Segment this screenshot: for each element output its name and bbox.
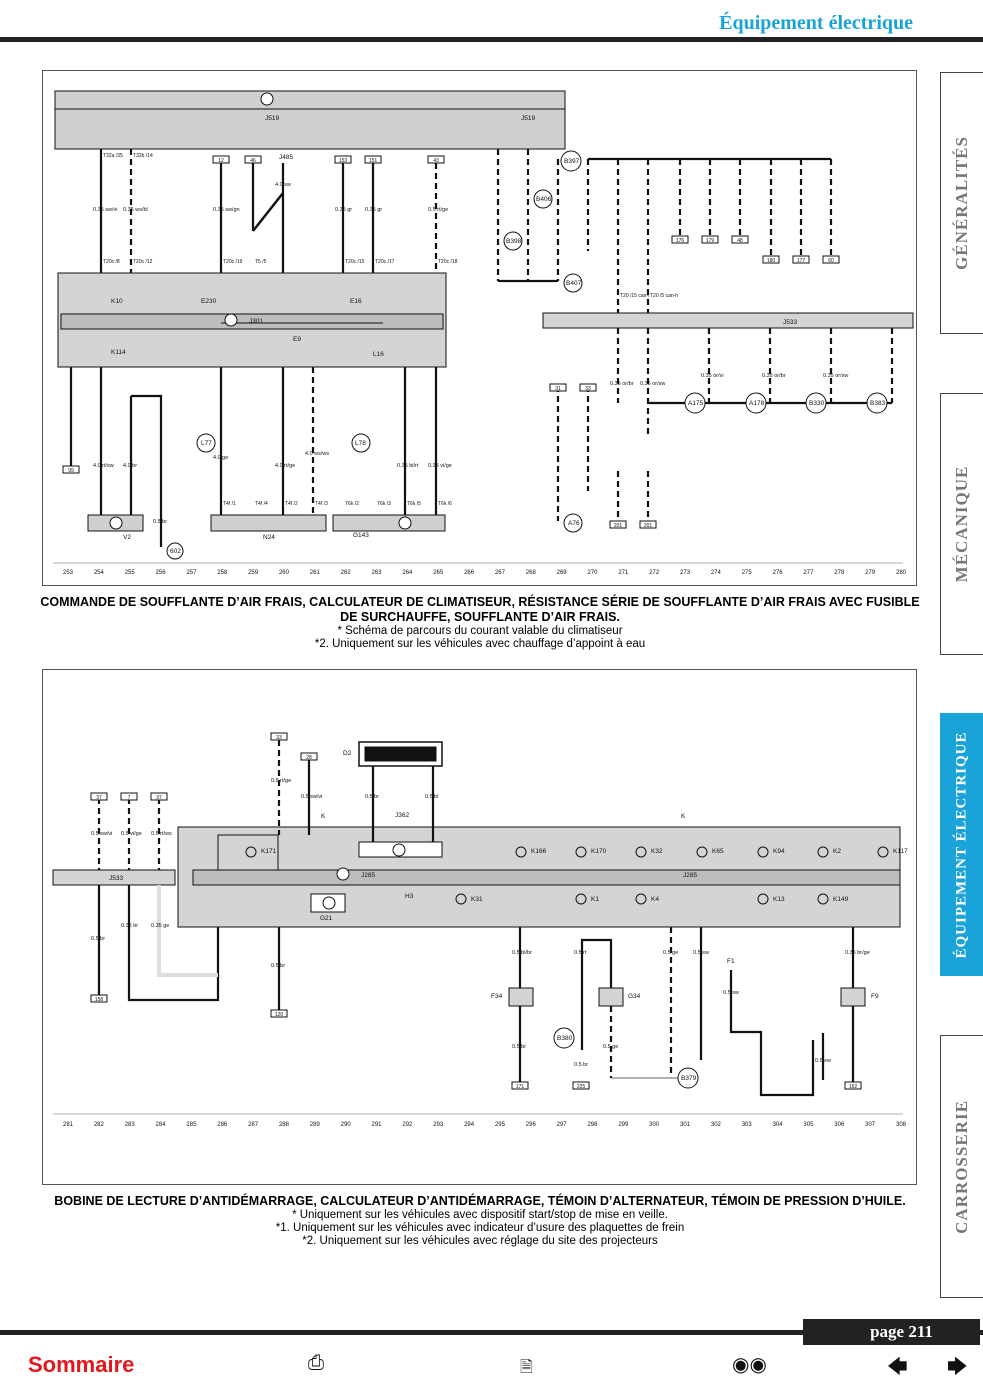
scale-number: 304 <box>772 1122 783 1128</box>
scale-number: 289 <box>309 1122 320 1128</box>
sensor-g143 <box>333 515 445 531</box>
label-b407: B407 <box>566 280 582 287</box>
scale-number: 257 <box>186 570 197 576</box>
wire-label: 4.0 rt/sw <box>93 463 114 469</box>
label-l16: L16 <box>373 351 384 358</box>
scale-number: 272 <box>649 570 660 576</box>
label-g21: G21 <box>320 915 333 922</box>
label-k2lbl: K <box>681 813 686 820</box>
label-g143: G143 <box>353 532 369 539</box>
scale-number: 297 <box>556 1122 567 1128</box>
scale-number: 282 <box>93 1122 104 1128</box>
tab-carrosserie-label: CARROSSERIE <box>952 1099 971 1234</box>
label-b397: B397 <box>564 158 580 165</box>
label-j285b: J285 <box>683 872 698 879</box>
label-k65: K65 <box>712 848 724 855</box>
wire-label: 0.5 rt/ge <box>428 207 449 213</box>
scale-number: 294 <box>464 1122 475 1128</box>
wire-label: 0.5 br <box>574 1062 589 1068</box>
wire-label: 0.35 sw/vi <box>93 207 118 213</box>
ref-label: 33 <box>585 386 591 392</box>
ref-label: 43 <box>433 158 439 164</box>
connector-label: T4f /4 <box>255 501 268 507</box>
label-k4: K4 <box>651 896 659 903</box>
connector-label: T20c /15 <box>345 259 365 265</box>
wire-label: 0.5 br <box>153 519 168 525</box>
diagram-1-title: COMMANDE DE SOUFFLANTE D’AIR FRAIS, CALCULATEUR DE CLIMATISEUR, RÉSISTANCE SÉRIE DE SOUFFLANTE D’AIR FRAIS AVEC FUSIBLE DE SURCHAUFFE, SOUFFLANTE D’AIR FRAIS. <box>40 595 920 624</box>
wire-label: 0.5 rt/ge <box>271 778 292 784</box>
scale-numbers-1 <box>63 570 907 576</box>
scale-number: 276 <box>772 570 783 576</box>
wire-label: 0.5 bl/br <box>512 950 532 956</box>
scale-numbers-2 <box>63 1122 907 1128</box>
wire-label: 0.35 or/sw <box>640 381 666 387</box>
label-d2: D2 <box>343 750 352 757</box>
scale-number: 308 <box>895 1122 907 1128</box>
label-v2: V2 <box>123 534 131 541</box>
scale-number: 280 <box>895 570 907 576</box>
wire-label: 0.5 br <box>512 1044 527 1050</box>
ref-label: 151 <box>368 158 378 164</box>
scale-number: 293 <box>433 1122 444 1128</box>
scale-number: 274 <box>710 570 721 576</box>
wire-label: 0.5 sw/vi <box>91 831 113 837</box>
connector-label: T32b /14 <box>133 153 153 159</box>
wire-label: 0.35 vi/ge <box>428 463 452 469</box>
scale-number: 296 <box>525 1122 536 1128</box>
wire-label: 4.0 ge <box>213 455 229 461</box>
scale-number: 291 <box>371 1122 382 1128</box>
scale-number: 259 <box>248 570 259 576</box>
connector-label: T20c /12 <box>133 259 153 265</box>
diagram-1-note-1: * Schéma de parcours du courant valable du climatiseur <box>337 625 623 637</box>
diagram-2-note-2: *1. Uniquement sur les véhicules avec indicateur d’usure des plaquettes de frein <box>275 1222 685 1234</box>
scale-number: 285 <box>186 1122 197 1128</box>
ref-label: 158 <box>94 997 104 1003</box>
wire-label: 0.5 rt/ws <box>151 831 172 837</box>
label-k117: K117 <box>893 848 908 855</box>
scale-number: 263 <box>371 570 382 576</box>
tab-equipement-electrique[interactable] <box>940 713 983 976</box>
scale-number: 275 <box>741 570 752 576</box>
tab-equipement-electrique-label: ÉQUIPEMENT ÉLECTRIQUE <box>953 730 970 959</box>
ref-label: 48 <box>737 238 743 244</box>
label-e230: E230 <box>201 298 217 305</box>
scale-number: 269 <box>556 570 567 576</box>
scale-number: 281 <box>62 1122 74 1128</box>
label-k170: K170 <box>591 848 607 855</box>
wire-label: 0.5 br <box>91 936 106 942</box>
ref-label: 12 <box>218 158 224 164</box>
scale-number: 288 <box>278 1122 289 1128</box>
section-title: Équipement électrique <box>719 12 913 34</box>
wire-label: 0.5 sw <box>815 1058 831 1064</box>
label-b379: B379 <box>681 1075 697 1082</box>
ref-label: 177 <box>796 258 806 264</box>
label-k149: K149 <box>833 896 849 903</box>
scale-number: 266 <box>464 570 475 576</box>
wire-label: 0.5 rt <box>574 950 587 956</box>
connector-label: T4f /3 <box>315 501 328 507</box>
label-f9: F9 <box>871 993 879 1000</box>
wire-label: 0.35 ws/bl <box>123 207 148 213</box>
diagram-1-note-2: *2. Uniquement sur les véhicules avec chauffage d’appoint à eau <box>314 638 646 650</box>
label-k32: K32 <box>651 848 663 855</box>
scale-number: 268 <box>525 570 536 576</box>
wire-label: 0.5 br <box>271 963 286 969</box>
wire-label: 0.35 or/vi <box>701 373 724 379</box>
wire-label: 0.35 or/sw <box>823 373 849 379</box>
label-b398: B398 <box>506 238 522 245</box>
tab-carrosserie[interactable] <box>940 1035 983 1298</box>
connector-label: T4f /1 <box>223 501 236 507</box>
wire-label: 0.5 br <box>365 794 380 800</box>
switch-f9 <box>841 988 865 1006</box>
connector-label: T20c /8 <box>103 259 120 265</box>
wire-label: 0.35 or/br <box>762 373 786 379</box>
label-k166: K166 <box>531 848 547 855</box>
wire-label: 0.35 or/br <box>610 381 634 387</box>
scale-number: 300 <box>649 1122 660 1128</box>
scale-number: 279 <box>865 570 876 576</box>
scale-number: 287 <box>248 1122 259 1128</box>
ref-label: 7 <box>127 795 131 801</box>
scale-number: 305 <box>803 1122 814 1128</box>
control-unit-j519 <box>55 91 565 149</box>
connector-label: T5 /5 <box>255 259 267 265</box>
diagram-2-note-1: * Uniquement sur les véhicules avec dispositif start/stop de mise en veille. <box>292 1209 668 1221</box>
label-e9: E9 <box>293 336 301 343</box>
label-g34: G34 <box>628 993 641 1000</box>
connector-label: T20c /18 <box>438 259 458 265</box>
connector-label: T20c /17 <box>375 259 395 265</box>
label-j519a: J519 <box>265 115 280 122</box>
scale-number: 286 <box>217 1122 228 1128</box>
wiring-diagram-1-svg <box>43 71 916 585</box>
ref-label: 33 <box>276 735 282 741</box>
ref-label: 180 <box>766 258 776 264</box>
connector-label: T20 /15 can-l <box>620 293 650 299</box>
connector-label: T6k /3 <box>377 501 391 507</box>
label-j285a: J285 <box>361 872 376 879</box>
connector-label: T6k /5 <box>407 501 421 507</box>
diagram-2-title: BOBINE DE LECTURE D’ANTIDÉMARRAGE, CALCULATEUR D’ANTIDÉMARRAGE, TÉMOIN D’ALTERNATEUR, TÉMOIN DE PRESSION D’HUILE. <box>54 1194 906 1208</box>
label-602: 602 <box>170 548 181 555</box>
scale-number: 254 <box>93 570 104 576</box>
sommaire-link[interactable]: Sommaire <box>28 1352 135 1377</box>
ref-label: 225 <box>576 1084 586 1090</box>
scale-number: 262 <box>340 570 351 576</box>
wire-label: 0.5 sw <box>723 990 739 996</box>
ref-label: 201 <box>643 523 653 529</box>
wire-label: 0.35 bl/rt <box>397 463 419 469</box>
diagram-1-caption <box>40 595 920 651</box>
wire-label: 4.0 br <box>123 463 138 469</box>
scale-number: 270 <box>587 570 598 576</box>
motor-v2-symbol <box>110 517 122 529</box>
wire-label: 4.0 ws/ws <box>305 451 330 457</box>
document-search-icon[interactable]: 🗎 <box>520 1359 533 1376</box>
scale-number: 253 <box>62 570 74 576</box>
scale-number: 267 <box>494 570 505 576</box>
motor-g143-symbol <box>399 517 411 529</box>
wire-label: 4.0 rt/ge <box>275 463 296 469</box>
connector-label: T32a /35 <box>103 153 123 159</box>
scale-number: 265 <box>433 570 444 576</box>
label-j301: J301 <box>249 318 264 325</box>
wire-label: 0.5 bl <box>425 794 439 800</box>
label-j519b: J519 <box>521 115 536 122</box>
label-k: K <box>321 813 326 820</box>
label-e16: E16 <box>350 298 362 305</box>
wire-label: 0.35 sw/gn <box>213 207 240 213</box>
label-k1: K1 <box>591 896 599 903</box>
scale-number: 298 <box>587 1122 598 1128</box>
label-k171: K171 <box>261 848 277 855</box>
ref-label: 99 <box>68 468 74 474</box>
scale-number: 283 <box>124 1122 135 1128</box>
wire-label: 4.0 sw <box>275 182 291 188</box>
wire-label: 0.5 sw/vi <box>301 794 323 800</box>
label-k10: K10 <box>111 298 123 305</box>
label-n24: N24 <box>263 534 275 541</box>
label-j533: J533 <box>783 319 798 326</box>
label-l77: L77 <box>201 440 212 447</box>
ground-symbol-1 <box>261 93 273 105</box>
label-a178: A178 <box>749 400 765 407</box>
ref-label: 46 <box>250 158 256 164</box>
wire-label: 0.35 ge <box>151 923 170 929</box>
ref-label: 28 <box>306 755 312 761</box>
sensor-g21-symbol <box>323 897 335 909</box>
label-k114: K114 <box>111 349 126 356</box>
tab-generalites-label: GÉNÉRALITÉS <box>952 136 971 270</box>
wire-label: 0.35 br/ge <box>845 950 870 956</box>
switch-f34 <box>509 988 533 1006</box>
header-rule <box>0 37 983 42</box>
label-f1: F1 <box>727 958 735 965</box>
wire-label: 0.5 ge <box>663 950 679 956</box>
label-b383: B383 <box>870 400 886 407</box>
label-k94: K94 <box>773 848 785 855</box>
scale-number: 292 <box>402 1122 413 1128</box>
scale-number: 278 <box>834 570 845 576</box>
diagram-2-note-3: *2. Uniquement sur les véhicules avec réglage du site des projecteurs <box>302 1235 658 1247</box>
scale-number: 255 <box>124 570 135 576</box>
scale-number: 301 <box>680 1122 691 1128</box>
connector-label: T6k /6 <box>438 501 452 507</box>
scale-number: 290 <box>340 1122 351 1128</box>
scale-number: 303 <box>741 1122 752 1128</box>
connector-label: T4f /2 <box>285 501 298 507</box>
ref-label: 176 <box>675 238 685 244</box>
ground-symbol-2 <box>225 314 237 326</box>
scale-number: 261 <box>309 570 320 576</box>
label-b330: B330 <box>809 400 825 407</box>
sensor-g34 <box>599 988 623 1006</box>
tab-generalites[interactable] <box>940 72 983 334</box>
scale-number: 302 <box>710 1122 721 1128</box>
scale-number: 271 <box>618 570 629 576</box>
wire-label: 0.5 vi/ge <box>121 831 142 837</box>
ref-label: 120 <box>274 1012 284 1018</box>
scale-number: 277 <box>803 570 814 576</box>
wire-label: 0.35 br <box>121 923 139 929</box>
label-j533: J533 <box>109 875 124 882</box>
wiring-diagram-2 <box>42 669 917 1185</box>
label-f34: F34 <box>491 993 503 1000</box>
binoculars-icon[interactable]: ◉◉ <box>732 1354 767 1376</box>
scale-number: 273 <box>680 570 691 576</box>
scale-number: 258 <box>217 570 228 576</box>
diagram-2-caption <box>40 1194 920 1248</box>
scale-number: 256 <box>155 570 166 576</box>
wire-label: 0.35 gr <box>365 207 383 213</box>
scale-number: 306 <box>834 1122 845 1128</box>
connector-label: T20 /5 can-h <box>650 293 679 299</box>
label-h3: H3 <box>405 893 414 900</box>
wire-label: 0.35 gr <box>335 207 353 213</box>
label-j362: J362 <box>395 812 410 819</box>
wiring-diagram-1 <box>42 70 917 586</box>
label-b406: B406 <box>536 196 552 203</box>
ref-label: 60 <box>828 258 834 264</box>
scale-number: 284 <box>155 1122 166 1128</box>
ref-label: 31 <box>555 386 561 392</box>
scale-number: 299 <box>618 1122 629 1128</box>
ref-label: 37 <box>156 795 162 801</box>
connector-label: T6k /2 <box>345 501 359 507</box>
wiring-diagram-2-svg <box>43 670 916 1184</box>
scale-number: 264 <box>402 570 413 576</box>
scale-number: 295 <box>494 1122 505 1128</box>
label-k31: K31 <box>471 896 483 903</box>
label-b380: B380 <box>557 1035 573 1042</box>
ref-label: 162 <box>848 1084 858 1090</box>
ref-label: 201 <box>613 523 623 529</box>
label-k13: K13 <box>773 896 785 903</box>
tab-mecanique[interactable] <box>940 393 983 655</box>
scale-number: 307 <box>865 1122 876 1128</box>
print-icon[interactable]: ⎙ <box>308 1352 324 1374</box>
ref-label: 37 <box>96 795 102 801</box>
wire-label: 0.5 ge <box>603 1044 619 1050</box>
ref-label: 153 <box>338 158 348 164</box>
wire-label: 0.5 sw <box>693 950 709 956</box>
label-a76: A76 <box>568 520 580 527</box>
tab-mecanique-label: MÉCANIQUE <box>952 465 971 583</box>
label-k2: K2 <box>833 848 841 855</box>
label-a175: A175 <box>688 400 704 407</box>
label-j485: J485 <box>279 154 294 161</box>
arrow-right-icon[interactable]: 🡆 <box>947 1356 968 1378</box>
control-unit-j533 <box>543 313 913 328</box>
connector-label: T20c /19 <box>223 259 243 265</box>
ref-label: 171 <box>515 1084 525 1090</box>
arrow-left-icon[interactable]: 🡄 <box>887 1356 908 1378</box>
resistor-n24 <box>211 515 326 531</box>
page-number: page 211 <box>803 1319 980 1345</box>
ref-label: 179 <box>705 238 715 244</box>
label-l78: L78 <box>355 440 366 447</box>
scale-number: 260 <box>278 570 289 576</box>
